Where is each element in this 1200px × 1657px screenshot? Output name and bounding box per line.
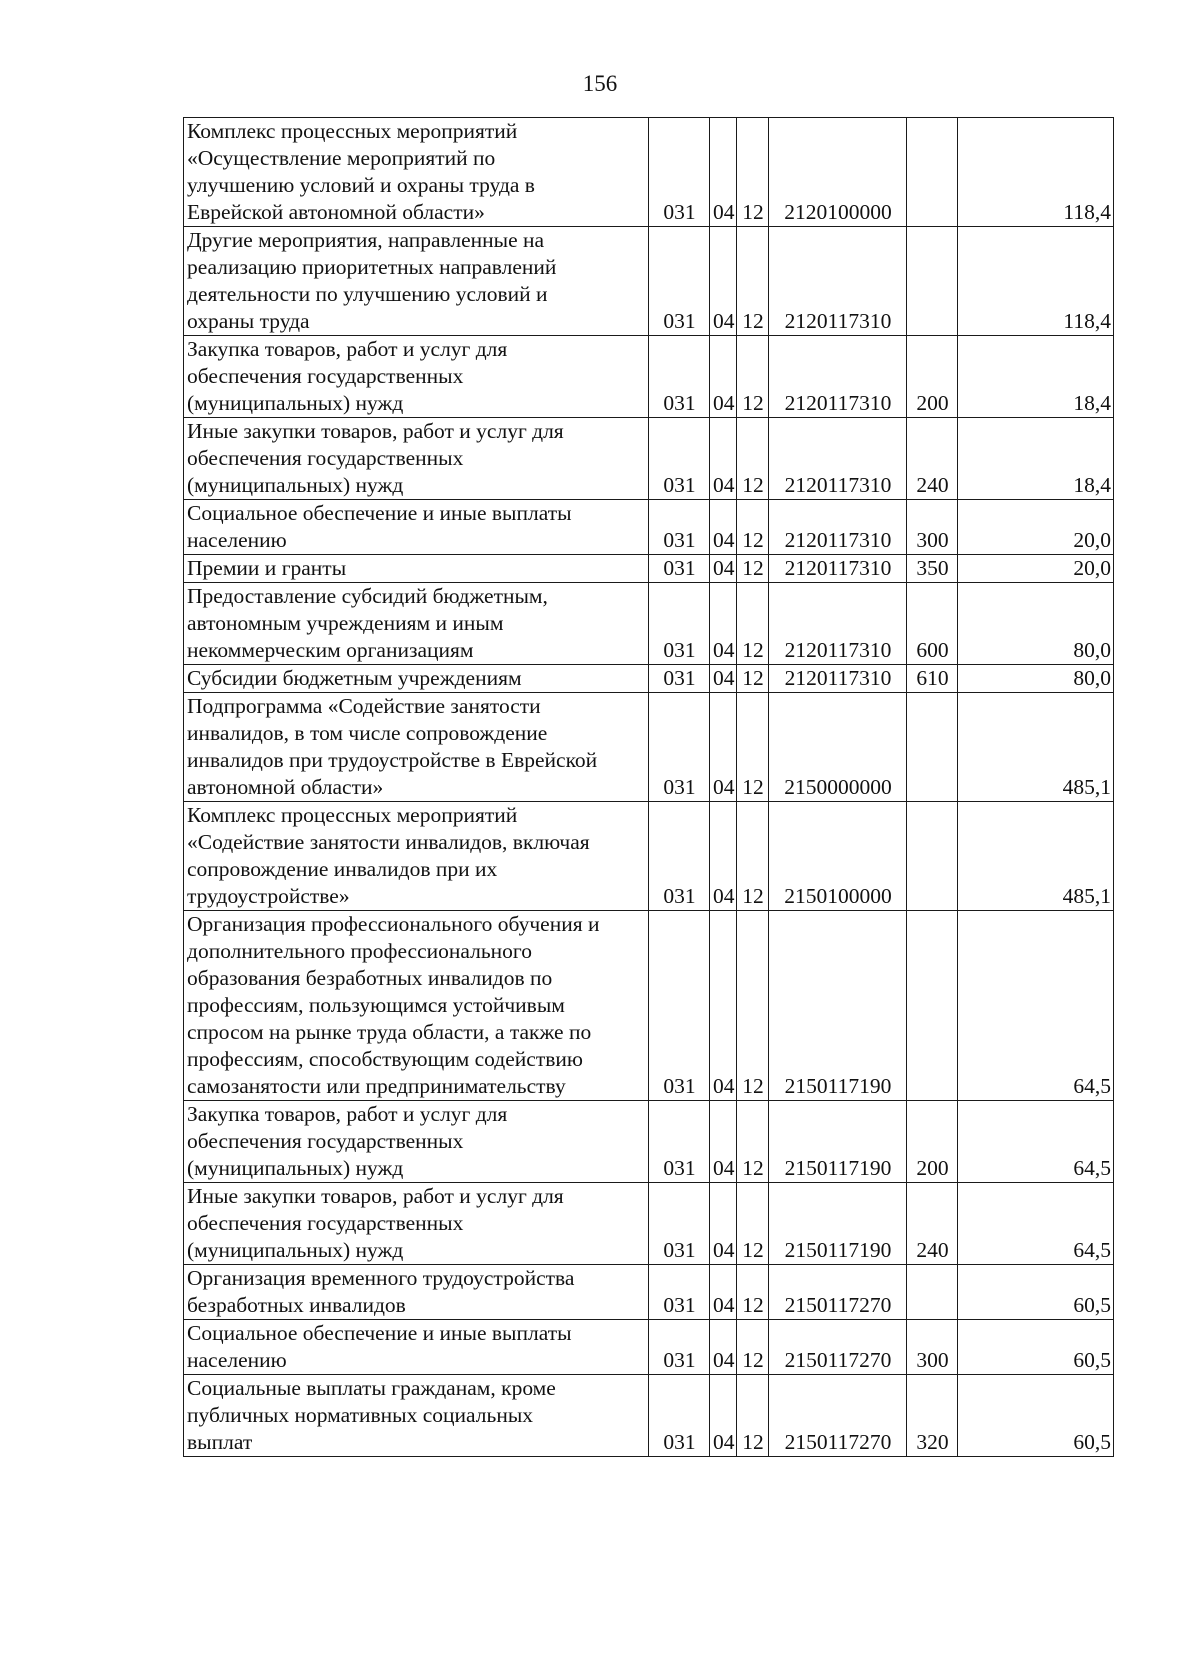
amount-cell: 485,1 [958, 693, 1114, 802]
expense-type-cell: 200 [907, 1101, 958, 1183]
section-code-cell: 04 [710, 418, 737, 500]
section-code-cell: 04 [710, 336, 737, 418]
subsection-code-cell: 12 [737, 911, 769, 1101]
amount-cell: 64,5 [958, 1183, 1114, 1265]
row-name-cell: Социальные выплаты гражданам, кроме публичных нормативных социальных выплат [184, 1375, 649, 1457]
target-article-cell: 2150117270 [769, 1375, 907, 1457]
section-code-cell: 04 [710, 555, 737, 583]
target-article-cell: 2120117310 [769, 583, 907, 665]
table-row [184, 1320, 1114, 1375]
table-row [184, 583, 1114, 665]
subsection-code-cell: 12 [737, 418, 769, 500]
section-code-cell: 04 [710, 1265, 737, 1320]
amount-cell: 60,5 [958, 1320, 1114, 1375]
target-article-cell: 2120117310 [769, 555, 907, 583]
expense-type-cell [907, 118, 958, 227]
expense-type-cell [907, 802, 958, 911]
amount-cell: 64,5 [958, 911, 1114, 1101]
table-row [184, 118, 1114, 227]
ministry-code-cell: 031 [649, 227, 710, 336]
expense-type-cell: 300 [907, 500, 958, 555]
subsection-code-cell: 12 [737, 227, 769, 336]
page-number: 156 [582, 71, 618, 96]
ministry-code-cell: 031 [649, 583, 710, 665]
target-article-cell: 2150117190 [769, 1183, 907, 1265]
row-name-cell: Комплекс процессных мероприятий «Содействие занятости инвалидов, включая сопровождение инвалидов при их трудоустройстве» [184, 802, 649, 911]
row-name-cell: Иные закупки товаров, работ и услуг для обеспечения государственных (муниципальных) нужд [184, 418, 649, 500]
expense-type-cell: 240 [907, 1183, 958, 1265]
subsection-code-cell: 12 [737, 500, 769, 555]
row-name-cell: Социальное обеспечение и иные выплаты населению [184, 500, 649, 555]
table-row [184, 665, 1114, 693]
row-name-cell: Субсидии бюджетным учреждениям [184, 665, 649, 693]
subsection-code-cell: 12 [737, 665, 769, 693]
subsection-code-cell: 12 [737, 693, 769, 802]
target-article-cell: 2150117270 [769, 1265, 907, 1320]
subsection-code-cell: 12 [737, 1320, 769, 1375]
expense-type-cell: 300 [907, 1320, 958, 1375]
budget-table [183, 117, 1114, 1457]
target-article-cell: 2150100000 [769, 802, 907, 911]
section-code-cell: 04 [710, 693, 737, 802]
table-row [184, 1101, 1114, 1183]
table-row [184, 693, 1114, 802]
amount-cell: 485,1 [958, 802, 1114, 911]
amount-cell: 118,4 [958, 118, 1114, 227]
section-code-cell: 04 [710, 1183, 737, 1265]
row-name-cell: Социальное обеспечение и иные выплаты населению [184, 1320, 649, 1375]
ministry-code-cell: 031 [649, 418, 710, 500]
section-code-cell: 04 [710, 911, 737, 1101]
amount-cell: 20,0 [958, 555, 1114, 583]
section-code-cell: 04 [710, 583, 737, 665]
expense-type-cell [907, 911, 958, 1101]
section-code-cell: 04 [710, 118, 737, 227]
section-code-cell: 04 [710, 1101, 737, 1183]
row-name-cell: Закупка товаров, работ и услуг для обеспечения государственных (муниципальных) нужд [184, 336, 649, 418]
section-code-cell: 04 [710, 1375, 737, 1457]
row-name-cell: Организация временного трудоустройства безработных инвалидов [184, 1265, 649, 1320]
amount-cell: 60,5 [958, 1265, 1114, 1320]
target-article-cell: 2150000000 [769, 693, 907, 802]
table-row [184, 1375, 1114, 1457]
amount-cell: 80,0 [958, 583, 1114, 665]
subsection-code-cell: 12 [737, 336, 769, 418]
row-name-cell: Предоставление субсидий бюджетным, автономным учреждениям и иным некоммерческим организациям [184, 583, 649, 665]
table-row [184, 500, 1114, 555]
section-code-cell: 04 [710, 500, 737, 555]
target-article-cell: 2120117310 [769, 665, 907, 693]
ministry-code-cell: 031 [649, 1375, 710, 1457]
amount-cell: 18,4 [958, 418, 1114, 500]
ministry-code-cell: 031 [649, 500, 710, 555]
ministry-code-cell: 031 [649, 118, 710, 227]
ministry-code-cell: 031 [649, 1183, 710, 1265]
target-article-cell: 2120117310 [769, 418, 907, 500]
expense-type-cell: 610 [907, 665, 958, 693]
row-name-cell: Подпрограмма «Содействие занятости инвалидов, в том числе сопровождение инвалидов при трудоустройстве в Еврейской автономной области» [184, 693, 649, 802]
row-name-cell: Закупка товаров, работ и услуг для обеспечения государственных (муниципальных) нужд [184, 1101, 649, 1183]
amount-cell: 18,4 [958, 336, 1114, 418]
table-row [184, 227, 1114, 336]
amount-cell: 20,0 [958, 500, 1114, 555]
expense-type-cell [907, 227, 958, 336]
subsection-code-cell: 12 [737, 583, 769, 665]
table-row [184, 802, 1114, 911]
target-article-cell: 2150117190 [769, 1101, 907, 1183]
target-article-cell: 2150117270 [769, 1320, 907, 1375]
expense-type-cell: 240 [907, 418, 958, 500]
table-row [184, 418, 1114, 500]
expense-type-cell [907, 693, 958, 802]
subsection-code-cell: 12 [737, 1101, 769, 1183]
ministry-code-cell: 031 [649, 665, 710, 693]
table-row [184, 1265, 1114, 1320]
ministry-code-cell: 031 [649, 693, 710, 802]
ministry-code-cell: 031 [649, 1265, 710, 1320]
row-name-cell: Премии и гранты [184, 555, 649, 583]
row-name-cell: Комплекс процессных мероприятий «Осуществление мероприятий по улучшению условий и охраны труда в Еврейской автономной области» [184, 118, 649, 227]
subsection-code-cell: 12 [737, 555, 769, 583]
amount-cell: 64,5 [958, 1101, 1114, 1183]
table-row [184, 555, 1114, 583]
subsection-code-cell: 12 [737, 118, 769, 227]
row-name-cell: Организация профессионального обучения и дополнительного профессионального образования безработных инвалидов по профессиям, пользующимся устойчивым спросом на рынке труда области, а также по профессиям, способствующим содействию самозанятости или предпринимательству [184, 911, 649, 1101]
amount-cell: 118,4 [958, 227, 1114, 336]
table-row [184, 1183, 1114, 1265]
ministry-code-cell: 031 [649, 802, 710, 911]
target-article-cell: 2120117310 [769, 336, 907, 418]
row-name-cell: Другие мероприятия, направленные на реализацию приоритетных направлений деятельности по улучшению условий и охраны труда [184, 227, 649, 336]
target-article-cell: 2120100000 [769, 118, 907, 227]
section-code-cell: 04 [710, 1320, 737, 1375]
table-row [184, 911, 1114, 1101]
row-name-cell: Иные закупки товаров, работ и услуг для обеспечения государственных (муниципальных) нужд [184, 1183, 649, 1265]
target-article-cell: 2120117310 [769, 500, 907, 555]
expense-type-cell: 200 [907, 336, 958, 418]
subsection-code-cell: 12 [737, 802, 769, 911]
amount-cell: 60,5 [958, 1375, 1114, 1457]
section-code-cell: 04 [710, 802, 737, 911]
expense-type-cell [907, 1265, 958, 1320]
subsection-code-cell: 12 [737, 1375, 769, 1457]
section-code-cell: 04 [710, 227, 737, 336]
subsection-code-cell: 12 [737, 1183, 769, 1265]
amount-cell: 80,0 [958, 665, 1114, 693]
ministry-code-cell: 031 [649, 1101, 710, 1183]
table-row [184, 336, 1114, 418]
section-code-cell: 04 [710, 665, 737, 693]
budget-table-body [184, 118, 1114, 1457]
target-article-cell: 2150117190 [769, 911, 907, 1101]
expense-type-cell: 600 [907, 583, 958, 665]
target-article-cell: 2120117310 [769, 227, 907, 336]
expense-type-cell: 320 [907, 1375, 958, 1457]
expense-type-cell: 350 [907, 555, 958, 583]
ministry-code-cell: 031 [649, 911, 710, 1101]
subsection-code-cell: 12 [737, 1265, 769, 1320]
ministry-code-cell: 031 [649, 555, 710, 583]
ministry-code-cell: 031 [649, 336, 710, 418]
ministry-code-cell: 031 [649, 1320, 710, 1375]
